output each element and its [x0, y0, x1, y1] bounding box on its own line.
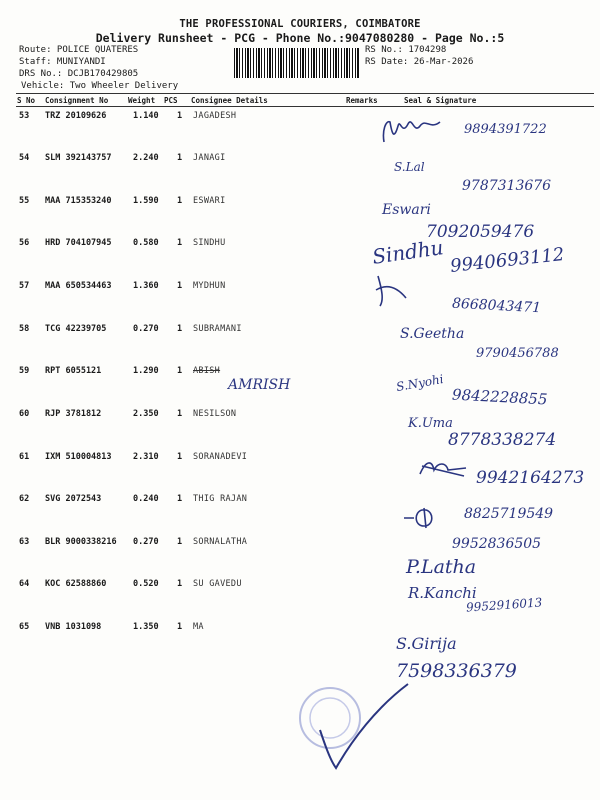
row-consignment: SLM 392143757: [45, 153, 112, 163]
row-weight: 1.140: [133, 111, 159, 121]
row-sno: 62: [19, 494, 30, 504]
row-pcs: 1: [177, 281, 183, 291]
row-consignment: RJP 3781812: [45, 409, 102, 419]
row-pcs: 1: [177, 409, 183, 419]
signature-59: S.Nyohi: [395, 371, 445, 395]
signature-62: [400, 504, 444, 530]
handwritten-name-59: AMRISH: [228, 377, 291, 393]
drs-label: DRS No.: DCJB170429805: [19, 69, 139, 79]
stamp-checkmark: [290, 670, 420, 780]
row-consignee: SUBRAMANI: [193, 324, 242, 334]
phone-56: 9940693112: [449, 244, 566, 277]
row-consignee: ABISH: [193, 366, 221, 376]
route-label: Route: POLICE QUATERES: [19, 45, 139, 55]
table-row: [0, 324, 600, 338]
row-pcs: 1: [177, 324, 183, 334]
row-consignee: MYDHUN: [193, 281, 226, 291]
row-consignee: SORNALATHA: [193, 537, 248, 547]
row-pcs: 1: [177, 366, 183, 376]
row-weight: 1.350: [133, 622, 159, 632]
row-consignee: JAGADESH: [193, 111, 237, 121]
row-weight: 1.360: [133, 281, 159, 291]
table-row: [0, 366, 600, 380]
col-sno: S No: [17, 96, 36, 105]
row-sno: 54: [19, 153, 30, 163]
row-pcs: 1: [177, 153, 183, 163]
row-consignee: ESWARI: [193, 196, 226, 206]
row-sno: 63: [19, 537, 30, 547]
row-weight: 2.350: [133, 409, 159, 419]
row-sno: 58: [19, 324, 30, 334]
row-consignment: RPT 6055121: [45, 366, 102, 376]
row-pcs: 1: [177, 111, 183, 121]
row-pcs: 1: [177, 537, 183, 547]
col-pcs: PCS: [164, 96, 178, 105]
row-consignee: SORANADEVI: [193, 452, 248, 462]
row-consignee: SINDHU: [193, 238, 226, 248]
row-sno: 57: [19, 281, 30, 291]
row-weight: 2.310: [133, 452, 159, 462]
phone-65: 7598336379: [396, 660, 517, 682]
signature-60: K.Uma: [408, 416, 453, 431]
col-weight: Weight: [128, 96, 156, 105]
row-weight: 1.290: [133, 366, 159, 376]
table-row: [0, 579, 600, 593]
row-weight: 2.240: [133, 153, 159, 163]
col-consignee: Consignee Details: [191, 96, 268, 105]
barcode: [234, 48, 360, 78]
runsheet-subtitle: Delivery Runsheet - PCG - Phone No.:9047080280 - Page No.:5: [95, 31, 505, 45]
phone-55: 7092059476: [426, 222, 535, 242]
row-weight: 0.520: [133, 579, 159, 589]
phone-53: 9894391722: [464, 122, 547, 137]
signature-53: [378, 112, 448, 148]
signature-57: [372, 270, 412, 310]
row-weight: 1.590: [133, 196, 159, 206]
row-pcs: 1: [177, 196, 183, 206]
header-top-rule: [16, 93, 594, 94]
row-pcs: 1: [177, 452, 183, 462]
table-row: [0, 281, 600, 295]
row-sno: 55: [19, 196, 30, 206]
phone-57: 8668043471: [451, 295, 542, 317]
phone-62: 8825719549: [464, 506, 554, 522]
row-consignee: MA: [193, 622, 204, 632]
row-sno: 53: [19, 111, 30, 121]
phone-63: 9952836505: [452, 536, 542, 552]
row-consignment: HRD 704107945: [45, 238, 112, 248]
phone-64: 9952916013: [465, 595, 543, 615]
row-consignment: BLR 9000338216: [45, 537, 117, 547]
row-consignment: IXM 510004813: [45, 452, 112, 462]
phone-58: 9790456788: [476, 346, 559, 361]
col-seal: Seal & Signature: [404, 96, 477, 105]
row-sno: 64: [19, 579, 30, 589]
signature-54: S.Lal: [394, 160, 425, 174]
rs-number: RS No.: 1704298: [365, 45, 447, 55]
table-row: [0, 409, 600, 423]
row-consignee: NESILSON: [193, 409, 237, 419]
staff-label: Staff: MUNIYANDI: [19, 57, 106, 67]
row-consignee: SU GAVEDU: [193, 579, 242, 589]
signature-61: [416, 456, 472, 480]
row-consignment: KOC 62588860: [45, 579, 107, 589]
row-sno: 61: [19, 452, 30, 462]
rs-date: RS Date: 26-Mar-2026: [365, 57, 474, 67]
row-consignment: VNB 1031098: [45, 622, 102, 632]
col-consignment: Consignment No: [45, 96, 109, 105]
row-pcs: 1: [177, 579, 183, 589]
row-consignee: JANAGI: [193, 153, 226, 163]
phone-54: 9787313676: [462, 178, 552, 194]
company-title: THE PROFESSIONAL COURIERS, COIMBATORE: [179, 18, 421, 30]
phone-60: 8778338274: [448, 430, 557, 450]
table-row: [0, 452, 600, 466]
signature-63: P.Latha: [406, 556, 477, 578]
header-bottom-rule: [16, 106, 594, 107]
row-consignment: TRZ 20109626: [45, 111, 107, 121]
signature-65: S.Girija: [396, 634, 457, 653]
signature-58: S.Geetha: [400, 326, 465, 342]
row-sno: 65: [19, 622, 30, 632]
row-consignment: TCG 42239705: [45, 324, 107, 334]
row-sno: 56: [19, 238, 30, 248]
row-pcs: 1: [177, 238, 183, 248]
phone-61: 9942164273: [476, 468, 585, 488]
row-consignee: THIG RAJAN: [193, 494, 248, 504]
row-weight: 0.270: [133, 324, 159, 334]
signature-56: Sindhu: [370, 235, 445, 269]
row-weight: 0.580: [133, 238, 159, 248]
vehicle-label: Vehicle: Two Wheeler Delivery: [21, 81, 179, 91]
row-consignment: MAA 715353240: [45, 196, 112, 206]
table-row: [0, 622, 600, 636]
row-consignment: SVG 2072543: [45, 494, 102, 504]
table-row: [0, 196, 600, 210]
row-sno: 60: [19, 409, 30, 419]
phone-59: 9842228855: [451, 385, 548, 409]
row-weight: 0.240: [133, 494, 159, 504]
row-consignment: MAA 650534463: [45, 281, 112, 291]
row-pcs: 1: [177, 622, 183, 632]
signature-64: R.Kanchi: [408, 584, 477, 602]
col-remarks: Remarks: [346, 96, 378, 105]
row-pcs: 1: [177, 494, 183, 504]
table-row: [0, 153, 600, 167]
row-weight: 0.270: [133, 537, 159, 547]
signature-55: Eswari: [382, 202, 431, 218]
row-sno: 59: [19, 366, 30, 376]
